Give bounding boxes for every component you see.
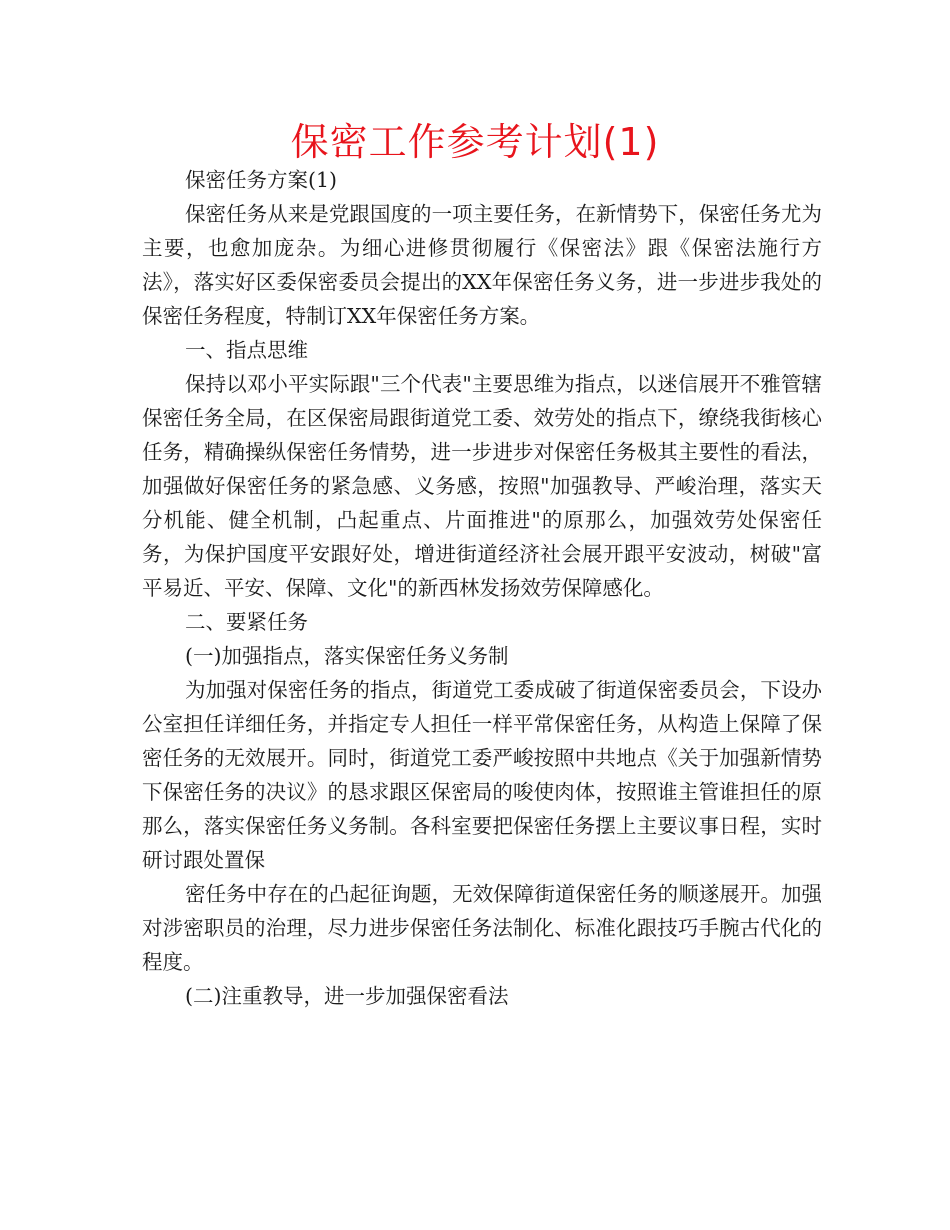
paragraph-plan-subtitle: 保密任务方案(1) <box>185 168 338 192</box>
section-heading-guiding-thought: 一、指点思维 <box>185 338 308 362</box>
section-heading-main-tasks: 二、要紧任务 <box>185 610 308 634</box>
paragraph-guiding-thought: 保持以邓小平实际跟"三个代表"主要思维为指点，以迷信展开不雅管辖保密任务全局，在区保密局跟街道党工委、效劳处的指点下，缭绕我街核心任务，精确操纵保密任务情势，进一步进步对保密任务极其主要性的看法，加强做好保密任务的紧急感、义务感，按照"加强教导、严峻治理，落实天分机能、健全机制，凸起重点、片面推进"的原那么，加强效劳处保密任务，为保护国度平安跟好处，增进街道经济社会展开跟平安波动，树破"富平易近、平安、保障、文化"的新西林发扬效劳保障感化。 <box>142 372 822 600</box>
subsection-heading-1: (一)加强指点，落实保密任务义务制 <box>185 644 509 668</box>
paragraph-leadership-continued: 密任务中存在的凸起征询题，无效保障街道保密任务的顺遂展开。加强对涉密职员的治理，尽力进步保密任务法制化、标准化跟技巧手腕古代化的程度。 <box>142 882 822 974</box>
subsection-heading-2: (二)注重教导，进一步加强保密看法 <box>185 984 509 1008</box>
document-title: 保密工作参考计划(1) <box>290 120 660 164</box>
paragraph-intro: 保密任务从来是党跟国度的一项主要任务，在新情势下，保密任务尤为主要，也愈加庞杂。为细心进修贯彻履行《保密法》跟《保密法施行方法》，落实好区委保密委员会提出的XX年保密任务义务，进一步进步我处的保密任务程度，特制订XX年保密任务方案。 <box>142 202 822 328</box>
paragraph-leadership: 为加强对保密任务的指点，街道党工委成破了街道保密委员会，下设办公室担任详细任务，并指定专人担任一样平常保密任务，从构造上保障了保密任务的无效展开。同时，街道党工委严峻按照中共地点《关于加强新情势下保密任务的决议》的恳求跟区保密局的唆使肉体，按照谁主管谁担任的原那么，落实保密任务义务制。各科室要把保密任务摆上主要议事日程，实时研讨跟处置保 <box>142 678 822 872</box>
document-body <box>142 163 822 1013</box>
